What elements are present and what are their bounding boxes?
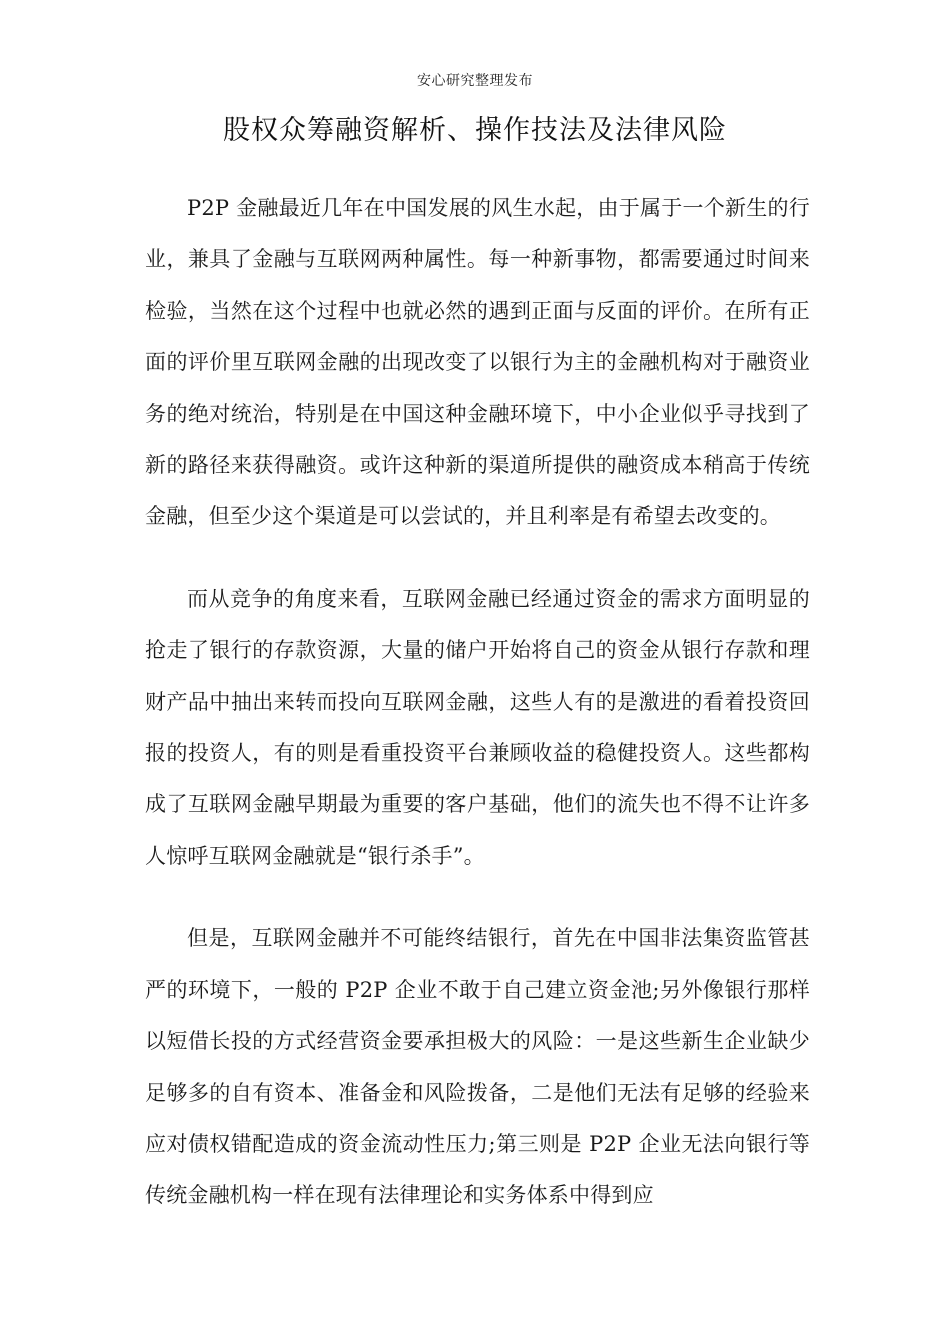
page-header: 安心研究整理发布 (417, 73, 533, 89)
paragraph-1: P2P 金融最近几年在中国发展的风生水起，由于属于一个新生的行业，兼具了金融与互联网两种属性。每一种新事物，都需要通过时间来检验，当然在这个过程中也就必然的遇到正面与反面的评价。在所有正面的评价里互联网金融的出现改变了以银行为主的金融机构对于融资业务的绝对统治，特别是在中国这种金融环境下，中小企业似乎寻找到了新的路径来获得融资。或许这种新的渠道所提供的融资成本稍高于传统金融，但至少这个渠道是可以尝试的，并且利率是有希望去改变的。 (145, 196, 810, 529)
paragraph-2: 而从竞争的角度来看，互联网金融已经通过资金的需求方面明显的抢走了银行的存款资源，大量的储户开始将自己的资金从银行存款和理财产品中抽出来转而投向互联网金融，这些人有的是激进的看着投资回报的投资人，有的则是看重投资平台兼顾收益的稳健投资人。这些都构成了互联网金融早期最为重要的客户基础，他们的流失也不得不让许多人惊呼互联网金融就是“银行杀手”。 (145, 586, 810, 868)
document-body (145, 183, 810, 1253)
paragraph-3: 但是，互联网金融并不可能终结银行，首先在中国非法集资监管甚严的环境下，一般的 P2P 企业不敢于自己建立资金池;另外像银行那样以短借长投的方式经营资金要承担极大的风险：一是这些新生企业缺少足够多的自有资本、准备金和风险拨备，二是他们无法有足够的经验来应对债权错配造成的资金流动性压力;第三则是 P2P 企业无法向银行等传统金融机构一样在现有法律理论和实务体系中得到应 (145, 926, 810, 1208)
document-title: 股权众筹融资解析、操作技法及法律风险 (223, 115, 727, 146)
